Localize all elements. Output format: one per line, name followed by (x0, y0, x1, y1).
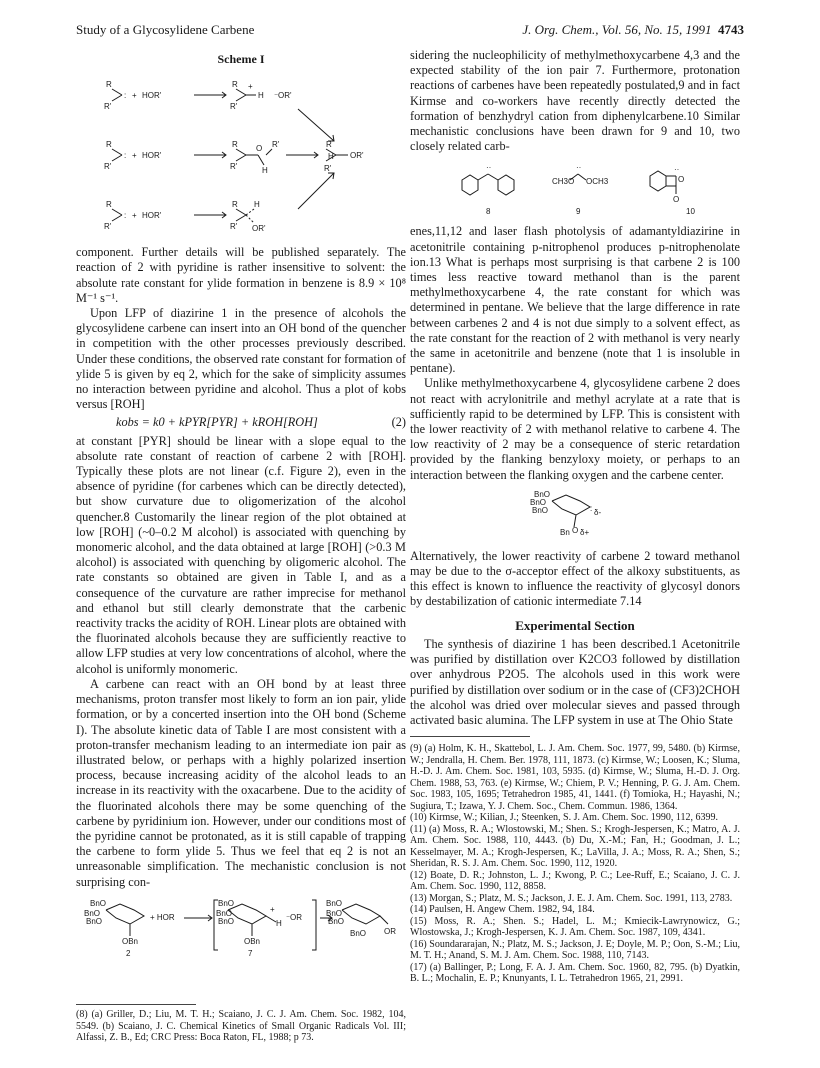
svg-text:R': R' (104, 102, 112, 112)
svg-text:R: R (106, 80, 112, 90)
svg-text:H: H (328, 152, 334, 162)
och3-label: OCH3 (586, 177, 609, 187)
scheme-hor-2: HOR' (142, 151, 162, 161)
left-paragraph-1: component. Further details will be published separately. The reaction of 2 with pyridine is rather insensitive to solvent: the absolute rate constant for ylide formation in benzene is 8.9 × 10⁸ M⁻¹ s⁻¹. (76, 245, 406, 305)
bno-pa: BnO (326, 898, 343, 908)
equation-2 (76, 415, 406, 430)
reference-item: (12) Boate, D. R.; Johnston, L. J.; Kwong, P. C.; Lee-Ruff, E.; Scaiano, J. C. J. Am. Chem. Soc. 1990, 112, 8858. (410, 869, 740, 893)
right-paragraph-2: enes,11,12 and laser flash photolysis of adamantyldiazirine in acetonitrile containing p-nitrophenol produces p-nitrophenolate ion.13 What is perhaps most surprising is that carbene 2 is 100 times less reactive toward methanol than is the parent methylmethoxycarbene 4, the rate constant for which was determined in pentane. We believe that the large difference in rate between carbenes 2 and 4 is not due simply to a solvent effect, as the rate constant for the reaction of 2 with methanol is very nearly the same in acetonitrile and benzene (note that 1 is insoluble in pentane). (410, 224, 740, 376)
svg-text:R': R' (230, 102, 238, 112)
ion-pair-scheme (76, 896, 406, 958)
obn-1: OBn (122, 936, 139, 946)
scheme-hor-3: HOR' (142, 211, 162, 221)
svg-text:+: + (132, 91, 137, 101)
svg-text:δ+: δ+ (580, 527, 590, 537)
svg-text:+: + (270, 904, 275, 914)
left-paragraph-3: at constant [PYR] should be linear with a slope equal to the absolute rate constant of reaction of carbene 2 with [ROH]. Typically these plots are not linear (c.f. Figure 2), even in the absence of pyridine (for carbenes which can be directly detected), but show curvature due to oligomerization of the alcohol quencher.8 Customarily the linear region of the plot obtained at low [ROH] (~0–0.2 M alcohol) is associated with quenching by monomeric alcohol, and the data obtained at large [ROH] (>0.3 M alcohol) is associated with quenching by oligomeric alcohol. The rate constants so obtained are given in Table I, and as a consequence of the curvature are rather imprecise for methanol and ethanol but still clearly demonstrate that the carbenic reactivity tracks the acidity of ROH. Linear plots are obtained with the fluorinated alcohols because they are sufficiently reactive to allow LFP studies at very low concentrations of alcohol, where the alcohol is uniformly monomeric. (76, 433, 406, 676)
svg-text:⁻: ⁻ (274, 91, 279, 101)
hor-reactant: + HOR (150, 912, 175, 922)
footnote-8-text: (8) (a) Griller, D.; Liu, M. T. H.; Scaiano, J. C. J. Am. Chem. Soc. 1982, 104, 5549. (b) Scaiano, J. C. Chemical Kinetics of Small Organic Radicals Vol. III; Alfassi, Z. B., Ed; CRC Press: Boca Raton, FL, 1988; p 73. (76, 1009, 406, 1043)
ch3o-label: CH3O (552, 177, 575, 187)
svg-text:R: R (106, 140, 112, 150)
or-anion-7: OR (290, 912, 302, 922)
svg-text:+: + (248, 82, 253, 92)
bno-pc: BnO (328, 916, 345, 926)
footnote-rule (76, 1004, 196, 1005)
reference-item: (14) Paulsen, H. Angew Chem. 1982, 94, 184. (410, 904, 595, 916)
bno-s2: BnO (530, 497, 547, 507)
steric-interaction-structure (410, 489, 740, 543)
svg-text:··: ·· (486, 163, 492, 173)
scheme-hor-1: HOR' (142, 91, 162, 101)
label-9: 9 (576, 207, 581, 217)
carbenes-8-9-10 (410, 160, 740, 218)
journal-name: J. Org. Chem., Vol. 56, No. 15, 1991 (522, 22, 712, 37)
label-7: 7 (248, 948, 253, 958)
reference-item: (17) (a) Ballinger, P.; Long, F. A. J. Am. Chem. Soc. 1960, 82, 795. (b) Dyatkin, B. L.; Mochalin, E. P.; Knunyants, I. L. Tetrahedron 1965, 21, 2991. (410, 961, 740, 985)
bno-7a: BnO (218, 898, 235, 908)
scheme-or-3: OR' (252, 224, 266, 234)
scheme-title: Scheme I (217, 52, 265, 66)
right-paragraph-3: Unlike methylmethoxycarbene 4, glycosylidene carbene 2 does not react with acrylonitrile and methyl acrylate at a rate that is sufficiently rapid to be determined by LFP. This is consistent with the lower reactivity of 2 with methanol relative to carbene 4. The low reactivity of 2 may be a consequence of steric retardation provided by the flanking benzyloxy moiety, or perhaps to an interaction between the flanking oxygen and the carbene center. (410, 376, 740, 482)
svg-text::: : (124, 151, 127, 161)
svg-text:Bn: Bn (560, 527, 570, 537)
journal-citation (522, 22, 744, 38)
bno-s1: BnO (534, 489, 551, 499)
reference-item: (11) (a) Moss, R. A.; Wlostowski, M.; Shen. S.; Krogh-Jespersen, K.; Matro, A. J. Am. Chem. Soc. 1988, 110, 4443. (b) Du, X.-M.; Fan, H.; Goodman, J. L.; Kesselmayer, M. A.; Krogh-Jespersen, K.; LaVilla, J. A.; Moss, R. A.; Shen, S.; Sheridan, R. S. J. Am. Chem. Soc. 1990, 112, 1920. (410, 823, 740, 870)
equation-number: (2) (391, 415, 406, 430)
bno-1a: BnO (90, 898, 107, 908)
svg-text:R: R (232, 200, 238, 210)
svg-text:R': R' (324, 164, 332, 174)
reference-item: (13) Morgan, S.; Platz, M. S.; Jackson, J. E. J. Am. Chem. Soc. 1991, 113, 2783. (410, 892, 733, 904)
reference-item: (10) Kirmse, W.; Kilian, J.; Steenken, S. J. Am. Chem. Soc. 1990, 112, 6399. (410, 812, 718, 824)
left-paragraph-4: A carbene can react with an OH bond by at least three mechanisms, proton transfer most likely to form an ion pair, ylide formation, or by a concerted insertion into the OH bond (Scheme I). The absolute kinetic data of Table I are most consistent with a proton-transfer mechanism leading to an intermediate ion pair as illustrated below, or perhaps with a highly polarized insertion process, because increasing acidity of the alcohol leads to an increase in its reactivity with the oxacarbene. Due to the acidity of the fluorinated alcohols there may be some quenching of the carbene by pyridinium ion. However, under our conditions most of the pyridine cannot be protonated, as it is still capable of trapping the carbene to form ylide 5. Thus we feel that eq 2 is not an unreasonable simplification. The mechanistic conclusion is not surprising con- (76, 676, 406, 889)
svg-text::: : (590, 503, 593, 513)
right-paragraph-1: sidering the nucleophilicity of methylmethoxycarbene 4,3 and the expected stability of the ion pair 7. Furthermore, protonation reactions of carbenes have been repeatedly postulated,9 and in fact Kirmse and co-workers have recently directly detected the formation of benzhydryl cation from diphenylcarbene.10 Similar mechanistic conclusions have been drawn for 9 and 10, two closely related carb- (410, 48, 740, 154)
svg-text:δ-: δ- (594, 507, 602, 517)
scheme-or-anion-1: OR' (278, 91, 292, 101)
reference-item: (16) Soundararajan, N.; Platz, M. S.; Jackson, J. E; Doyle, M. P.; Oon, S.-M.; Liu, M. T. H.; Anand, S. M. J. Am. Chem. Soc. 1988, 110, 7143. (410, 938, 740, 962)
svg-text:··: ·· (674, 165, 680, 175)
scheme-1-diagram (76, 69, 406, 239)
svg-text:+: + (132, 151, 137, 161)
footnote-8 (76, 1004, 406, 1044)
label-8: 8 (486, 207, 491, 217)
svg-text:H: H (262, 166, 268, 176)
svg-text:O: O (572, 525, 579, 535)
svg-text:R': R' (104, 222, 112, 232)
svg-text::: : (124, 91, 127, 101)
running-title: Study of a Glycosylidene Carbene (76, 22, 255, 37)
bno-pb: BnO (326, 908, 343, 918)
svg-text:O: O (256, 144, 263, 154)
right-paragraph-5: The synthesis of diazirine 1 has been described.1 Acetonitrile was purified by distillation over K2CO3 followed by distillation over anhydrous P2O5. The alcohols used in this work were purified by distillation over sodium or in the case of (CF3)2CHOH the alcohol was dried over molecular sieves and passed through activated basic alumina. The LFP system in use at The Ohio State (410, 636, 740, 727)
svg-text:R: R (232, 140, 238, 150)
left-column (76, 48, 406, 964)
svg-text:O: O (678, 175, 685, 185)
svg-text:H: H (258, 91, 264, 101)
svg-text:R: R (326, 140, 332, 150)
svg-text:R': R' (272, 140, 280, 150)
svg-text:R': R' (230, 222, 238, 232)
bno-1c: BnO (86, 916, 103, 926)
bno-7c: BnO (218, 916, 235, 926)
label-10: 10 (686, 207, 695, 217)
bno-s3: BnO (532, 505, 549, 515)
section-title: Experimental Section (515, 617, 635, 633)
obn-7: OBn (244, 936, 261, 946)
bno-7b: BnO (216, 908, 233, 918)
scheme-product-or: OR' (350, 151, 364, 161)
svg-text:+: + (132, 211, 137, 221)
or-product: OR (384, 926, 396, 936)
right-column (410, 48, 740, 985)
svg-text:R': R' (230, 162, 238, 172)
right-paragraph-4: Alternatively, the lower reactivity of carbene 2 toward methanol may be due to the σ-acceptor effect of the alkoxy substituents, as this effect is known to influence the reactivity of glycosyl donors by destabilization of cationic intermediate 7.14 (410, 548, 740, 609)
svg-text:⁻: ⁻ (286, 912, 291, 922)
svg-text:R: R (232, 80, 238, 90)
svg-text::: : (124, 211, 127, 221)
bno-pd: BnO (350, 928, 367, 938)
left-paragraph-2: Upon LFP of diazirine 1 in the presence of alcohols the glycosylidene carbene can insert into an OH bond of the quencher in competition with the other processes previously described. Under these conditions, the observed rate constant for formation of ylide 5 is given by eq 2, which for the sake of simplicity assumes no interaction between pyridine and alcohol. Thus a plot of kobs versus [ROH] (76, 306, 406, 412)
page-number: 4743 (718, 22, 744, 37)
svg-text:··: ·· (576, 163, 582, 173)
reference-item: (9) (a) Holm, K. H., Skattebol, L. J. Am. Chem. Soc. 1977, 99, 5480. (b) Kirmse, W.; Jendralla, H. Chem. Ber. 1978, 111, 1873. (c) Kirmse, W.; Loosen, K.; Sluma, H.-D. J. Am. Chem. Soc. 1981, 103, 5935. (d) Kirmse, W.; Sluma, H.-D. J. Org. Chem. 1988, 53, 763. (e) Kirmse, W.; Chiem, P. V.; Henning, P. G. J. Am. Chem. Soc. 1983, 105, 1695; Tetrahedron 1985, 41, 1441. (f) Tomioka, H.; Hayashi, N.; Sugiura, T.; Izawa, Y. J. Chem. Soc., Chem. Commun. 1986, 1364. (410, 743, 740, 812)
references (410, 743, 740, 985)
equation-text: kobs = k0 + kPYR[PYR] + kROH[ROH] (116, 415, 318, 430)
svg-text:H: H (276, 918, 282, 928)
label-2: 2 (126, 948, 131, 958)
reference-item: (15) Moss, R. A.; Shen. S.; Hadel, L. M.; Kmiecik-Lawrynowicz, G.; Wlostowska, J.; Krogh-Jespersen, K. J. Am. Chem. Soc. 1987, 109, 4341. (410, 915, 740, 939)
svg-text:R: R (106, 200, 112, 210)
svg-text:O: O (673, 195, 680, 205)
svg-text:H: H (254, 200, 260, 210)
references-rule (410, 736, 530, 737)
svg-text:R': R' (104, 162, 112, 172)
bno-1b: BnO (84, 908, 101, 918)
